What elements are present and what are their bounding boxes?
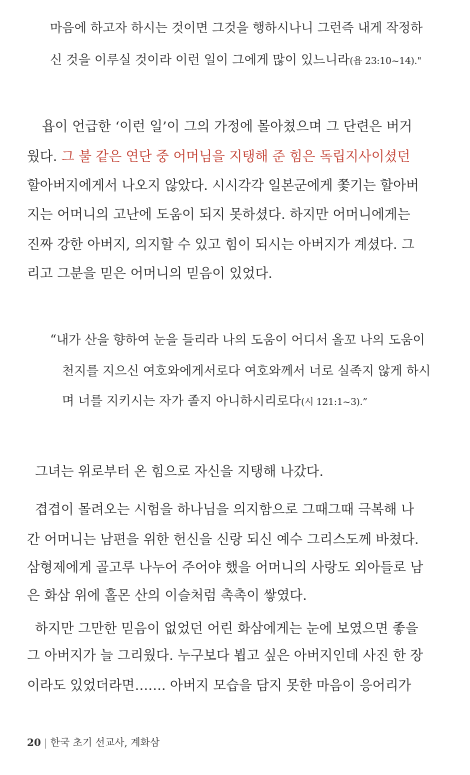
quote2-citation: (시 121:1~3).” [301, 397, 368, 408]
quote1-line-2 [50, 50, 421, 72]
page-number: 20 [27, 738, 41, 749]
paragraph4-line-2: 그 아버지가 늘 그리웠다. 누구보다 뵙고 싶은 아버지인데 사진 한 장 [27, 649, 424, 664]
quote1-line-1: 마음에 하고자 하시는 것이면 그것을 행하시나니 그런즉 내게 작정하 [50, 20, 423, 35]
page-footer [27, 737, 160, 751]
paragraph3-line-2: 간 어머니는 남편을 위한 헌신을 신랑 되신 예수 그리스도께 바쳤다. [27, 533, 419, 548]
paragraph1-line-1: 욥이 언급한 ‘이런 일’이 그의 가정에 몰아쳤으며 그 단련은 버거 [42, 120, 413, 135]
paragraph1-line-2 [27, 148, 410, 168]
quote2-line-3 [62, 391, 367, 413]
paragraph1-line-6: 리고 그분을 믿은 어머니의 믿음이 있었다. [27, 267, 273, 282]
quote2-line-2: 천지를 지으신 여호와에게서로다 여호와께서 너로 실족지 않게 하시 [62, 363, 431, 378]
paragraph1-line-3: 할아버지에게서 나오지 않았다. 시시각각 일본군에게 쫓기는 할아버 [27, 179, 419, 194]
quote1-line-2-text: 신 것을 이루실 것이라 이런 일이 그에게 많이 있느니라 [50, 52, 350, 67]
quote2-line-1: “내가 산을 향하여 눈을 들리라 나의 도움이 어디서 올꼬 나의 도움이 [50, 332, 425, 347]
quote1-citation: (욥 23:10~14)." [349, 56, 422, 67]
footer-separator: | [43, 738, 48, 749]
paragraph1-line-2-highlight: 그 불 같은 연단 중 어머님을 지탱해 준 힘은 독립지사이셨던 [61, 150, 411, 165]
paragraph1-line-2a: 웠다. [27, 150, 62, 165]
paragraph1-line-4: 지는 어머니의 고난에 도움이 되지 못하셨다. 하지만 어머니에게는 [27, 208, 411, 223]
paragraph4-line-1: 하지만 그만한 믿음이 없었던 어린 화삼에게는 눈에 보였으면 좋을 [35, 622, 419, 637]
paragraph3-line-3: 삼형제에게 골고루 나누어 주어야 했을 어머니의 사랑도 외아들로 남 [27, 561, 424, 576]
quote2-line-3-text: 며 너를 지키시는 자가 졸지 아니하시리로다 [62, 393, 301, 408]
paragraph3-line-1: 겹겹이 몰려오는 시험을 하나님을 의지함으로 그때그때 극복해 나 [35, 503, 415, 518]
paragraph3-line-4: 은 화삼 위에 홀몬 산의 이슬처럼 촉촉이 쌓였다. [27, 589, 307, 604]
paragraph4-line-3: 이라도 있었더라면……. 아버지 모습을 담지 못한 마음이 응어리가 [27, 679, 412, 694]
paragraph2-line-1: 그녀는 위로부터 온 힘으로 자신을 지탱해 나갔다. [35, 465, 324, 480]
paragraph1-line-5: 진짜 강한 아버지, 의지할 수 있고 힘이 되시는 아버지가 계셨다. 그 [27, 238, 415, 253]
book-title: 한국 초기 선교사, 계화삼 [50, 738, 160, 749]
